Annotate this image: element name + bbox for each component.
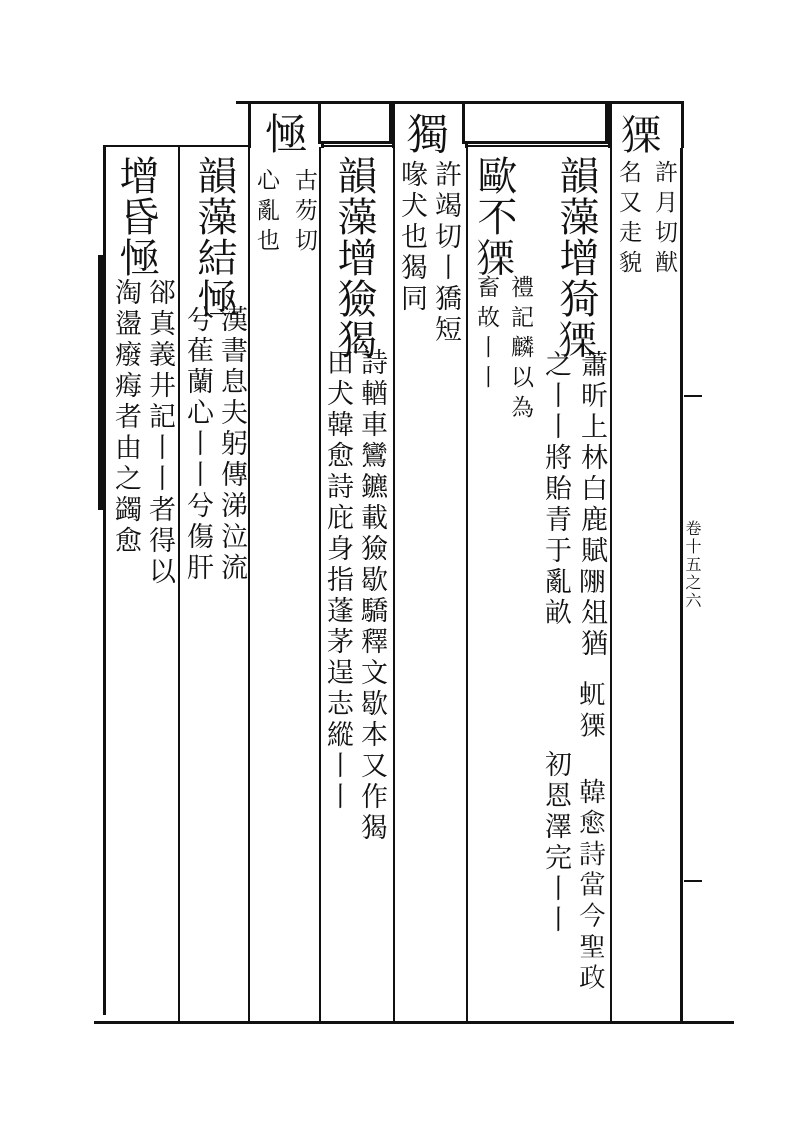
headword-1: 𤠫 [615, 112, 664, 156]
gloss-6b: 心亂也 [253, 168, 279, 258]
margin-rule-1 [684, 395, 702, 397]
line-5a: 詩輶車鸞鑣載獫歇驕釋文歇本又作猲 [356, 348, 387, 844]
frame-bottom-rule [94, 1021, 734, 1024]
headword-6: 㥛 [259, 112, 308, 156]
heading-8: 增昏㥛 [113, 155, 159, 278]
margin-rule-2 [684, 880, 702, 882]
col-sep-3 [393, 104, 395, 1021]
gloss-6a: 古芴切 [291, 168, 317, 258]
gloss-1a: 許月切猷 [651, 160, 677, 280]
gloss-4a: 許竭切丨獢短 [430, 160, 461, 346]
col-sep-2 [466, 147, 468, 1021]
line-5b: 田犬韓愈詩庇身指蓬茅逞志縱丨丨 [322, 348, 353, 813]
line-7b: 兮萑蘭心丨丨兮傷肝 [182, 305, 213, 584]
frame-left-thick-rule [98, 255, 104, 510]
line-2b: 之丨丨將貽青于亂畝 [540, 350, 571, 629]
col-sep-5 [248, 104, 250, 1021]
line-7a: 漢書息夫躬傳涕泣流 [216, 305, 247, 584]
col-sep-1 [610, 104, 612, 1021]
line-8b: 淘盪癈痗者由之蠲愈 [110, 278, 141, 557]
heading-7: 韻藻結㥛 [191, 155, 237, 319]
margin-label: 卷十五之六 [683, 520, 702, 610]
heading-2: 韻藻增猗𤠫 [553, 155, 599, 360]
col-sep-4 [319, 147, 321, 1021]
line-3b: 畜故丨丨 [473, 275, 499, 395]
heading-3: 歐不𤠫 [471, 155, 517, 278]
line-2d: 初恩澤完丨丨 [540, 750, 571, 936]
gloss-1b: 名又走貌 [615, 160, 641, 280]
line-2a: 蕭昕上林白鹿賦𨹹俎猶 [576, 350, 607, 660]
line-2c: 𧈭𤠫 韓愈詩當今聖政 [576, 680, 607, 994]
heading-5: 韻藻增獫猲 [331, 155, 377, 360]
col-sep-6 [178, 147, 180, 1021]
line-3a: 禮記麟以為 [507, 275, 533, 425]
tab-bar-2 [462, 104, 608, 144]
line-8a: 郤真義井記丨丨者得以 [144, 278, 175, 588]
gloss-4b: 喙犬也猲同 [396, 160, 427, 315]
tab-bar-1 [318, 104, 392, 144]
headword-4: 獨 [401, 112, 450, 156]
